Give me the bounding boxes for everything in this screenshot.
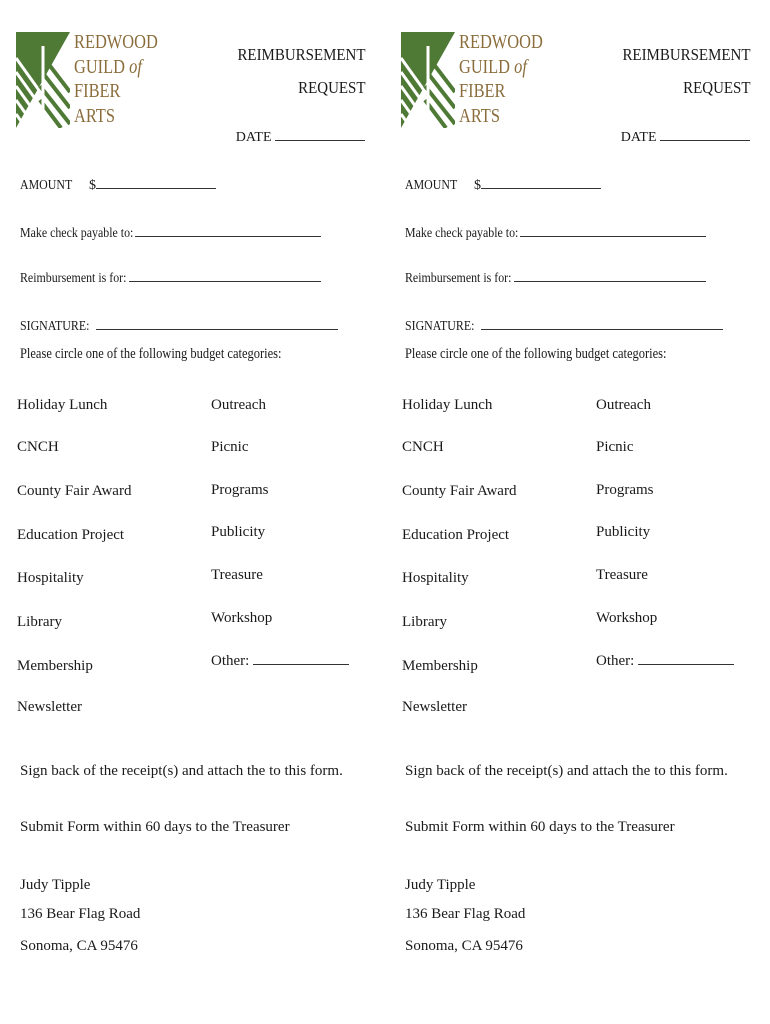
category-education-project[interactable]: Education Project bbox=[402, 527, 510, 543]
reimbursement-for-field[interactable]: Reimbursement is for: bbox=[20, 269, 321, 287]
treasurer-name: Judy Tipple bbox=[405, 877, 476, 893]
guild-logo bbox=[16, 30, 156, 130]
category-workshop[interactable]: Workshop bbox=[596, 610, 658, 626]
category-outreach[interactable]: Outreach bbox=[596, 397, 651, 413]
category-publicity[interactable]: Publicity bbox=[596, 524, 651, 540]
tree-logo-icon bbox=[16, 32, 70, 128]
category-picnic[interactable]: Picnic bbox=[211, 439, 249, 455]
category-programs[interactable]: Programs bbox=[211, 482, 269, 498]
category-picnic[interactable]: Picnic bbox=[596, 439, 634, 455]
category-holiday-lunch[interactable]: Holiday Lunch bbox=[402, 397, 493, 413]
amount-field[interactable]: AMOUNT $ bbox=[405, 176, 601, 194]
signature-field[interactable]: SIGNATURE: bbox=[405, 316, 723, 335]
category-other[interactable]: Other: bbox=[211, 652, 349, 670]
payable-to-field[interactable]: Make check payable to: bbox=[405, 224, 706, 242]
category-county-fair-award[interactable]: County Fair Award bbox=[402, 483, 517, 499]
category-treasure[interactable]: Treasure bbox=[211, 567, 263, 583]
reimbursement-form-right bbox=[385, 0, 770, 1024]
guild-logo bbox=[401, 30, 541, 130]
category-workshop[interactable]: Workshop bbox=[211, 610, 273, 626]
category-newsletter[interactable]: Newsletter bbox=[17, 699, 82, 715]
date-field[interactable]: DATE bbox=[236, 128, 365, 146]
treasurer-name: Judy Tipple bbox=[20, 877, 91, 893]
receipt-note: Sign back of the receipt(s) and attach the to this form. bbox=[405, 763, 728, 779]
category-programs[interactable]: Programs bbox=[596, 482, 654, 498]
amount-field[interactable]: AMOUNT $ bbox=[20, 176, 216, 194]
category-hospitality[interactable]: Hospitality bbox=[402, 570, 469, 586]
category-library[interactable]: Library bbox=[402, 614, 447, 630]
tree-logo-icon bbox=[401, 32, 455, 128]
submit-note: Submit Form within 60 days to the Treasurer bbox=[405, 819, 675, 835]
category-county-fair-award[interactable]: County Fair Award bbox=[17, 483, 132, 499]
category-education-project[interactable]: Education Project bbox=[17, 527, 125, 543]
category-instruction: Please circle one of the following budget categories: bbox=[405, 346, 667, 362]
treasurer-city: Sonoma, CA 95476 bbox=[405, 938, 523, 954]
category-membership[interactable]: Membership bbox=[402, 658, 478, 674]
guild-name: REDWOOD GUILD of FIBER ARTS bbox=[74, 31, 158, 127]
category-newsletter[interactable]: Newsletter bbox=[402, 699, 467, 715]
form-title: REIMBURSEMENT REQUEST bbox=[621, 45, 750, 97]
category-treasure[interactable]: Treasure bbox=[596, 567, 648, 583]
reimbursement-for-field[interactable]: Reimbursement is for: bbox=[405, 269, 706, 287]
category-other[interactable]: Other: bbox=[596, 652, 734, 670]
date-field[interactable]: DATE bbox=[621, 128, 750, 146]
category-publicity[interactable]: Publicity bbox=[211, 524, 266, 540]
form-title: REIMBURSEMENT REQUEST bbox=[236, 45, 365, 97]
category-cnch[interactable]: CNCH bbox=[17, 439, 59, 455]
category-hospitality[interactable]: Hospitality bbox=[17, 570, 84, 586]
submit-note: Submit Form within 60 days to the Treasurer bbox=[20, 819, 290, 835]
guild-name: REDWOOD GUILD of FIBER ARTS bbox=[459, 31, 543, 127]
payable-to-field[interactable]: Make check payable to: bbox=[20, 224, 321, 242]
category-instruction: Please circle one of the following budget categories: bbox=[20, 346, 282, 362]
category-membership[interactable]: Membership bbox=[17, 658, 93, 674]
category-holiday-lunch[interactable]: Holiday Lunch bbox=[17, 397, 108, 413]
treasurer-city: Sonoma, CA 95476 bbox=[20, 938, 138, 954]
treasurer-street: 136 Bear Flag Road bbox=[405, 906, 526, 922]
signature-field[interactable]: SIGNATURE: bbox=[20, 316, 338, 335]
category-outreach[interactable]: Outreach bbox=[211, 397, 266, 413]
treasurer-street: 136 Bear Flag Road bbox=[20, 906, 141, 922]
category-library[interactable]: Library bbox=[17, 614, 62, 630]
category-cnch[interactable]: CNCH bbox=[402, 439, 444, 455]
receipt-note: Sign back of the receipt(s) and attach the to this form. bbox=[20, 763, 343, 779]
